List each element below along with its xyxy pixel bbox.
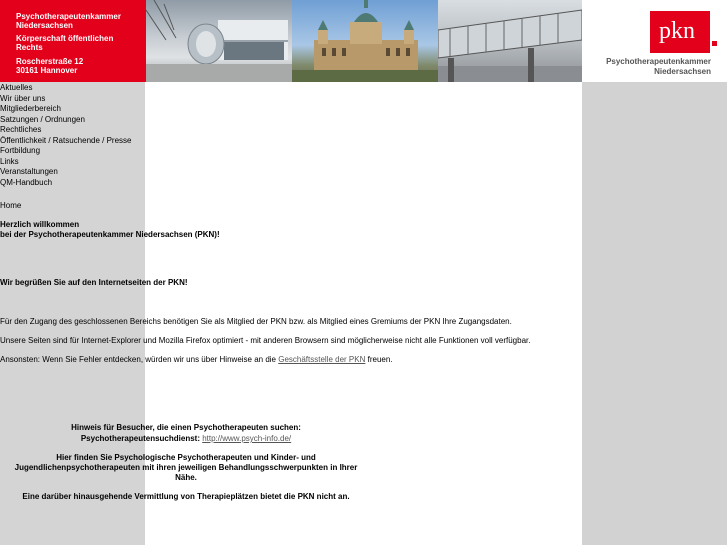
welcome-heading-line1: Herzlich willkommen — [0, 220, 80, 229]
header-photo-skywalk — [438, 0, 582, 82]
paragraph-browsers: Unsere Seiten sind für Internet-Explorer und Mozilla Firefox optimiert - mit anderen Browsern sind möglicherweise nicht alle Funktionen voll verfügbar. — [0, 336, 531, 345]
logo-text-line2: Niedersachsen — [654, 67, 711, 76]
nav-item-veranstaltungen[interactable]: Veranstaltungen — [0, 167, 58, 176]
address-line: Körperschaft öffentlichen — [16, 34, 114, 43]
nav-item-rechtliches[interactable]: Rechtliches — [0, 125, 42, 134]
breadcrumb[interactable]: Home — [0, 201, 22, 210]
nav-item-qm-handbuch[interactable]: QM-Handbuch — [0, 177, 53, 187]
logo-mark: pkn — [659, 18, 695, 44]
header-photo-sculpture — [146, 0, 292, 82]
main-navigation — [0, 83, 131, 188]
address-block — [0, 0, 146, 82]
nav-item-mitgliederbereich[interactable]: Mitgliederbereich — [0, 104, 61, 113]
logo-text-line1: Psychotherapeutenkammer — [606, 57, 711, 66]
paragraph-access: Für den Zugang des geschlossenen Bereichs benötigen Sie als Mitglied der PKN bzw. als Mitglied eines Gremiums der PKN Ihre Zugangsdaten. — [0, 317, 512, 326]
welcome-heading-line2: bei der Psychotherapeutenkammer Niedersachsen (PKN)! — [0, 230, 220, 239]
nav-item-fortbildung[interactable]: Fortbildung — [0, 146, 41, 155]
address-line: Roscherstraße 12 — [16, 57, 84, 66]
nav-item-aktuelles[interactable]: Aktuelles — [0, 83, 33, 92]
site-header — [0, 0, 727, 82]
hint-line-1: Hier finden Sie Psychologische Psychotherapeuten und Kinder- und — [56, 453, 316, 462]
feedback-text-pre: Ansonsten: Wenn Sie Fehler entdecken, würden wir uns über Hinweise an die — [0, 355, 279, 364]
address-line: Niedersachsen — [16, 21, 73, 30]
header-photo-town-hall — [292, 0, 438, 82]
greeting-text: Wir begrüßen Sie auf den Internetseiten der PKN! — [0, 278, 188, 287]
hint-line-3: Nähe. — [175, 473, 197, 482]
office-link[interactable]: Geschäftsstelle der PKN — [278, 355, 366, 364]
paragraph-feedback — [0, 355, 393, 364]
hint-heading: Hinweis für Besucher, die einen Psychotherapeuten suchen: — [71, 423, 301, 432]
hint-disclaimer: Eine darüber hinausgehende Vermittlung von Therapieplätzen bietet die PKN nicht an. — [22, 492, 350, 501]
address-line: Psychotherapeutenkammer — [16, 12, 121, 21]
hint-search-label: Psychotherapeutensuchdienst: — [80, 434, 203, 443]
psych-info-link[interactable]: http://www.psych-info.de/ — [202, 434, 292, 443]
nav-item-satzungen[interactable]: Satzungen / Ordnungen — [0, 114, 85, 124]
feedback-text-post: freuen. — [365, 355, 393, 364]
nav-item-wir-ueber-uns[interactable]: Wir über uns — [0, 93, 46, 103]
right-sidebar-background — [582, 82, 727, 545]
hint-search-service — [0, 433, 372, 444]
pkn-logo[interactable] — [650, 11, 710, 53]
hint-line-2: Jugendlichenpsychotherapeuten mit ihren jeweiligen Behandlungsschwerpunkten in Ihrer — [14, 463, 358, 472]
address-line: 30161 Hannover — [16, 66, 78, 75]
nav-item-links[interactable]: Links — [0, 156, 19, 166]
address-line: Rechts — [16, 43, 43, 52]
logo-dot — [712, 41, 717, 46]
nav-item-oeffentlichkeit[interactable]: Öffentlichkeit / Ratsuchende / Presse — [0, 135, 132, 145]
